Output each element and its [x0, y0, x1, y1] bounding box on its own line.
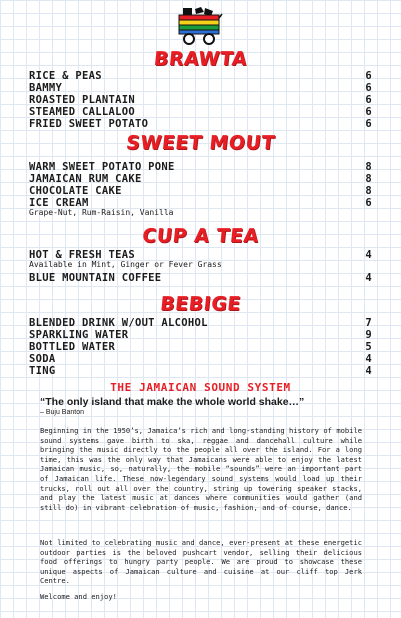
menu-item — [29, 70, 372, 82]
item-name: ROASTED PLANTAIN — [29, 94, 135, 106]
item-price: 8 — [365, 173, 372, 185]
story-paragraph: Not limited to celebrating music and dance, ever-present at these energetic outdoor parties is the beloved pushcart vendor, selling their delicious food offerings to hungry party people. We are proud to showcase these unique aspects of Jamaican culture and cuisine at our cliff top Jerk Centre. — [40, 538, 362, 586]
menu-list-brawta — [29, 70, 372, 130]
item-price: 4 — [365, 249, 372, 261]
section-title-brawta: BRAWTA — [152, 48, 249, 70]
item-price: 6 — [365, 106, 372, 118]
item-name: CHOCOLATE CAKE — [29, 185, 122, 197]
item-price: 8 — [365, 185, 372, 197]
menu-item — [29, 82, 372, 94]
item-name: BAMMY — [29, 82, 63, 94]
item-price: 6 — [365, 118, 372, 130]
item-price: 9 — [365, 329, 372, 341]
item-name: STEAMED CALLALOO — [29, 106, 135, 118]
section-title-bebige: BEBIGE — [159, 293, 242, 315]
item-price: 4 — [365, 365, 372, 377]
item-price: 5 — [365, 341, 372, 353]
item-name: JAMAICAN RUM CAKE — [29, 173, 142, 185]
menu-item — [29, 173, 372, 185]
item-name: BLUE MOUNTAIN COFFEE — [29, 272, 162, 284]
item-name: BLENDED DRINK W/OUT ALCOHOL — [29, 317, 208, 329]
menu-item — [29, 317, 372, 329]
menu-item — [29, 161, 372, 173]
item-name: WARM SWEET POTATO PONE — [29, 161, 175, 173]
item-price: 6 — [365, 197, 372, 209]
item-price: 4 — [365, 353, 372, 365]
item-name: SPARKLING WATER — [29, 329, 129, 341]
menu-item — [29, 106, 372, 118]
menu-item — [29, 353, 372, 365]
item-name: RICE & PEAS — [29, 70, 102, 82]
section-title-cup-a-tea: CUP A TEA — [141, 225, 260, 247]
item-price: 6 — [365, 82, 372, 94]
menu-item — [29, 185, 372, 197]
pushcart-icon — [175, 6, 223, 46]
item-note: Available in Mint, Ginger or Fever Grass — [29, 260, 222, 269]
item-name: SODA — [29, 353, 56, 365]
item-name: TING — [29, 365, 56, 377]
item-name: HOT & FRESH TEAS — [29, 249, 135, 261]
item-name: ICE CREAM — [29, 197, 89, 209]
quote-author: – Buju Banton — [40, 409, 84, 416]
item-price: 7 — [365, 317, 372, 329]
item-price: 8 — [365, 161, 372, 173]
item-name: FRIED SWEET POTATO — [29, 118, 149, 130]
menu-item — [29, 365, 372, 377]
story-title: THE JAMAICAN SOUND SYSTEM — [110, 381, 291, 394]
menu-list-bebige — [29, 317, 372, 377]
story-paragraph: Beginning in the 1950’s, Jamaica’s rich and long-standing history of mobile sound systems gave birth to ska, reggae and dancehall culture while bringing the music directly to the people all over the island. For a long time, this was the only way that Jamaicans were able to enjoy the latest Jamaican music, so, naturally, the mobile “sounds” were an important part of Jamaican life. These now-legendary sound systems would load up their trucks, roll out all over the country, string up towering speaker stacks, and play the latest music at dances where communities would gather (and still do) in vibrant celebration of music, fashion, and of course, dance. — [40, 426, 362, 512]
menu-item — [29, 329, 372, 341]
item-price: 6 — [365, 70, 372, 82]
section-title-sweet-mout: SWEET MOUT — [125, 132, 276, 154]
menu-item — [29, 341, 372, 353]
item-price: 6 — [365, 94, 372, 106]
story-paragraph: Welcome and enjoy! — [40, 592, 117, 601]
menu-item — [29, 118, 372, 130]
item-note: Grape-Nut, Rum-Raisin, Vanilla — [29, 208, 174, 217]
menu-item — [29, 94, 372, 106]
menu-item — [29, 272, 372, 284]
quote: “The only island that make the whole world shake…” — [40, 396, 305, 408]
menu-list-sweet-mout — [29, 161, 372, 220]
menu-list-cup-a-tea — [29, 249, 372, 284]
item-price: 4 — [365, 272, 372, 284]
item-name: BOTTLED WATER — [29, 341, 116, 353]
